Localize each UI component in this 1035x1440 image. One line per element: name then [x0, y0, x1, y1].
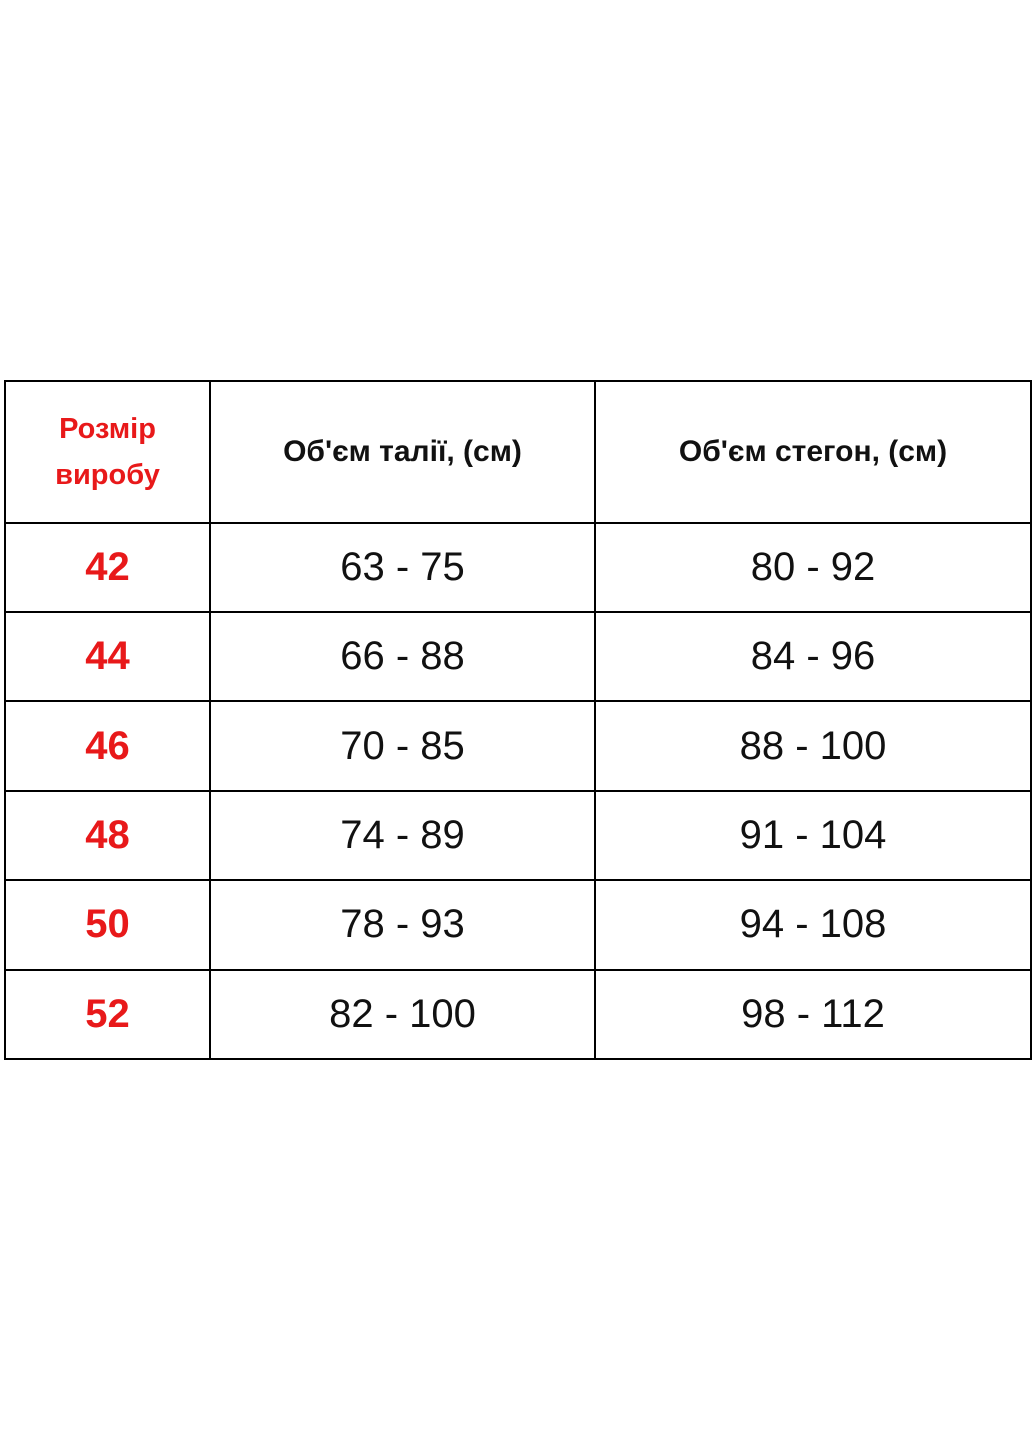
hips-range: 88 - 100 — [595, 701, 1031, 790]
hips-range: 94 - 108 — [595, 880, 1031, 969]
size-chart-table — [4, 380, 1032, 1060]
table-row — [5, 970, 1031, 1059]
table-row — [5, 791, 1031, 880]
size-value: 50 — [5, 880, 210, 969]
table-row — [5, 701, 1031, 790]
hips-range: 84 - 96 — [595, 612, 1031, 701]
header-waist: Об'єм талії, (см) — [210, 381, 595, 523]
waist-range: 82 - 100 — [210, 970, 595, 1059]
header-hips: Об'єм стегон, (см) — [595, 381, 1031, 523]
header-size — [5, 381, 210, 523]
hips-range: 98 - 112 — [595, 970, 1031, 1059]
table-row — [5, 880, 1031, 969]
table-row — [5, 523, 1031, 612]
waist-range: 63 - 75 — [210, 523, 595, 612]
waist-range: 78 - 93 — [210, 880, 595, 969]
size-value: 46 — [5, 701, 210, 790]
header-size-line1: Розмір — [59, 412, 156, 445]
hips-range: 91 - 104 — [595, 791, 1031, 880]
hips-range: 80 - 92 — [595, 523, 1031, 612]
size-value: 48 — [5, 791, 210, 880]
waist-range: 66 - 88 — [210, 612, 595, 701]
size-value: 44 — [5, 612, 210, 701]
table-row — [5, 612, 1031, 701]
header-size-line2: виробу — [55, 458, 160, 491]
size-value: 52 — [5, 970, 210, 1059]
table-header-row — [5, 381, 1031, 523]
waist-range: 74 - 89 — [210, 791, 595, 880]
waist-range: 70 - 85 — [210, 701, 595, 790]
size-value: 42 — [5, 523, 210, 612]
